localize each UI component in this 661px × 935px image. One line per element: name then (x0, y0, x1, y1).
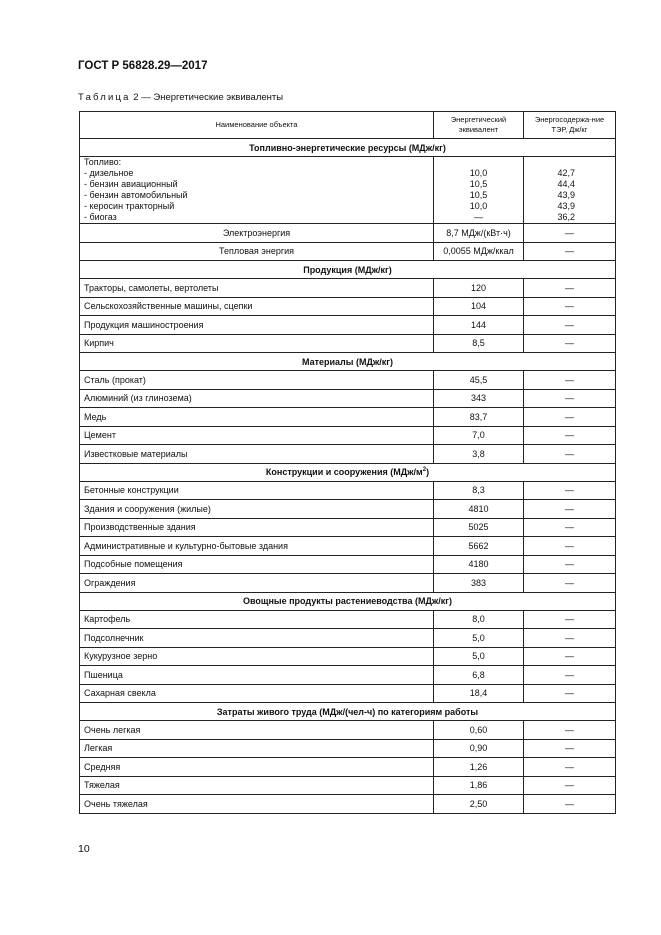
section-title-text: Материалы (МДж/кг) (301, 356, 393, 367)
row-equivalent: 4180 (434, 555, 524, 574)
row-content: — (524, 316, 616, 335)
table-row (80, 500, 616, 519)
section-header (80, 261, 616, 279)
row-content: — (524, 776, 616, 795)
row-content: — (524, 518, 616, 537)
fuel-contents (524, 157, 616, 224)
row-name: Очень тяжелая (80, 795, 434, 814)
row-equivalent: 8,0 (434, 610, 524, 629)
row-content: — (524, 334, 616, 353)
table-row (80, 334, 616, 353)
row-equivalent: 1,26 (434, 758, 524, 777)
row-name: Бетонные конструкции (80, 481, 434, 500)
row-content: — (524, 389, 616, 408)
table-row (80, 739, 616, 758)
row-name: Пшеница (80, 666, 434, 685)
row-content: — (524, 721, 616, 740)
row-name: Тяжелая (80, 776, 434, 795)
section-title-sup: 2 (422, 467, 427, 473)
row-equivalent: 8,5 (434, 334, 524, 353)
row-content: — (524, 500, 616, 519)
table-row (80, 758, 616, 777)
table-row (80, 610, 616, 629)
row-name: Кукурузное зерно (80, 647, 434, 666)
row-equivalent: 18,4 (434, 684, 524, 703)
row-name: Подсобные помещения (80, 555, 434, 574)
row-content: — (524, 647, 616, 666)
fuel-item-content: 43,9 (557, 190, 575, 200)
row-equivalent: 3,8 (434, 445, 524, 464)
row-content: — (524, 297, 616, 316)
row-content: — (524, 279, 616, 298)
row-name: Цемент (80, 426, 434, 445)
row-name: Средняя (80, 758, 434, 777)
row-content: — (524, 629, 616, 648)
row-equivalent: 8,3 (434, 481, 524, 500)
row-name: Продукция машиностроения (80, 316, 434, 335)
table-row (80, 795, 616, 814)
row-name: Тепловая энергия (80, 242, 434, 261)
row-name: Очень легкая (80, 721, 434, 740)
fuel-item-name: - биогаз (84, 212, 117, 222)
row-name: Алюминий (из глинозема) (80, 389, 434, 408)
table-row (80, 537, 616, 556)
header-content: Энергосодержа-ние ТЭР, Дж/кг (524, 112, 616, 139)
row-equivalent: 5,0 (434, 647, 524, 666)
row-name: Подсолнечник (80, 629, 434, 648)
row-name: Здания и сооружения (жилые) (80, 500, 434, 519)
table-row (80, 426, 616, 445)
table-row (80, 721, 616, 740)
row-equivalent: 5,0 (434, 629, 524, 648)
table-row (80, 684, 616, 703)
section-title-text: Конструкции и сооружения (МДж/м (265, 467, 423, 477)
section-title-text: Овощные продукты растениеводства (МДж/кг) (242, 596, 453, 606)
table-caption (78, 92, 283, 103)
row-name: Тракторы, самолеты, вертолеты (80, 279, 434, 298)
fuel-item-name: - керосин тракторный (84, 201, 175, 211)
table-row (80, 555, 616, 574)
table-row (80, 518, 616, 537)
row-content: — (524, 574, 616, 593)
row-equivalent: 120 (434, 279, 524, 298)
fuel-label: Топливо: (84, 157, 122, 167)
table-row (80, 279, 616, 298)
fuel-item-name: - бензин автомобильный (84, 190, 188, 200)
row-equivalent: 0,0055 МДж/ккал (434, 242, 524, 261)
row-content: — (524, 739, 616, 758)
row-content: — (524, 537, 616, 556)
section-header (80, 463, 616, 481)
table-row (80, 316, 616, 335)
table-row (80, 297, 616, 316)
table-header-row (80, 112, 616, 139)
row-content: — (524, 555, 616, 574)
row-equivalent: 4810 (434, 500, 524, 519)
row-content: — (524, 795, 616, 814)
section-header (80, 139, 616, 157)
row-content: — (524, 224, 616, 243)
section-title-text: Затраты живого труда (МДж/(чел-ч) по категориям работы (216, 706, 479, 717)
row-equivalent: 5025 (434, 518, 524, 537)
fuel-equivalents (434, 157, 524, 224)
table-row (80, 647, 616, 666)
table-row (80, 408, 616, 427)
section-title-text: Продукция (МДж/кг) (303, 264, 392, 275)
row-name: Картофель (80, 610, 434, 629)
row-content: — (524, 610, 616, 629)
row-content: — (524, 426, 616, 445)
fuel-row (80, 157, 616, 224)
row-name: Административные и культурно-бытовые здания (80, 537, 434, 556)
caption-number: 2 (133, 92, 139, 103)
header-name: Наименование объекта (80, 112, 434, 139)
section-header (80, 592, 616, 610)
row-name: Производственные здания (80, 518, 434, 537)
section-title (80, 463, 616, 481)
table-row (80, 371, 616, 390)
row-name: Известковые материалы (80, 445, 434, 464)
table-row (80, 629, 616, 648)
row-name: Электроэнергия (80, 224, 434, 243)
row-equivalent: 2,50 (434, 795, 524, 814)
row-content: — (524, 666, 616, 685)
section-title (80, 703, 616, 721)
row-name: Сахарная свекла (80, 684, 434, 703)
fuel-item-equivalent: 10,0 (469, 201, 488, 211)
row-name: Ограждения (80, 574, 434, 593)
table-row (80, 666, 616, 685)
table-row (80, 481, 616, 500)
row-equivalent: 0,90 (434, 739, 524, 758)
row-equivalent: 5662 (434, 537, 524, 556)
section-title-end: ) (426, 467, 430, 477)
document-title: ГОСТ Р 56828.29—2017 (78, 60, 208, 72)
fuel-item-name: - бензин авиационный (84, 179, 178, 189)
row-equivalent: 7,0 (434, 426, 524, 445)
caption-prefix: Таблица (78, 92, 131, 103)
row-content: — (524, 371, 616, 390)
section-header (80, 703, 616, 721)
caption-title: — Энергетические эквиваленты (138, 92, 284, 103)
row-content: — (524, 684, 616, 703)
fuel-item-content: 36,2 (557, 212, 575, 222)
row-content: — (524, 408, 616, 427)
fuel-item-content: 43,9 (557, 201, 575, 211)
fuel-item-equivalent: — (474, 212, 483, 222)
fuel-item-name: - дизельное (84, 168, 134, 178)
row-equivalent: 8,7 МДж/(кВт·ч) (434, 224, 524, 243)
row-equivalent: 6,8 (434, 666, 524, 685)
row-equivalent: 45,5 (434, 371, 524, 390)
row-name: Легкая (80, 739, 434, 758)
row-equivalent: 0,60 (434, 721, 524, 740)
fuel-item-content: 44,4 (557, 179, 575, 189)
header-equivalent: Энергетический эквивалент (434, 112, 524, 139)
table-row (80, 389, 616, 408)
fuel-item-equivalent: 10,5 (469, 179, 488, 189)
section-header (80, 353, 616, 371)
table-row (80, 242, 616, 261)
page-number: 10 (78, 843, 90, 855)
energy-equivalents-table (79, 111, 616, 814)
row-name: Кирпич (80, 334, 434, 353)
fuel-item-equivalent: 10,0 (469, 168, 488, 178)
row-equivalent: 1,86 (434, 776, 524, 795)
row-content: — (524, 481, 616, 500)
row-name: Сельскохозяйственные машины, сцепки (80, 297, 434, 316)
row-equivalent: 343 (434, 389, 524, 408)
table-row (80, 445, 616, 464)
table-row (80, 574, 616, 593)
row-content: — (524, 758, 616, 777)
section-title: Топливно-энергетические ресурсы (МДж/кг) (80, 139, 616, 157)
row-content: — (524, 445, 616, 464)
section-title (80, 353, 616, 371)
fuel-item-equivalent: 10,5 (469, 190, 488, 200)
row-equivalent: 144 (434, 316, 524, 335)
fuel-names (80, 157, 434, 224)
table-row (80, 776, 616, 795)
table-row (80, 224, 616, 243)
row-name: Медь (80, 408, 434, 427)
row-equivalent: 83,7 (434, 408, 524, 427)
section-title (80, 261, 616, 279)
row-equivalent: 383 (434, 574, 524, 593)
row-name: Сталь (прокат) (80, 371, 434, 390)
fuel-item-content: 42,7 (557, 168, 575, 178)
section-title (80, 592, 616, 610)
row-equivalent: 104 (434, 297, 524, 316)
row-content: — (524, 242, 616, 261)
